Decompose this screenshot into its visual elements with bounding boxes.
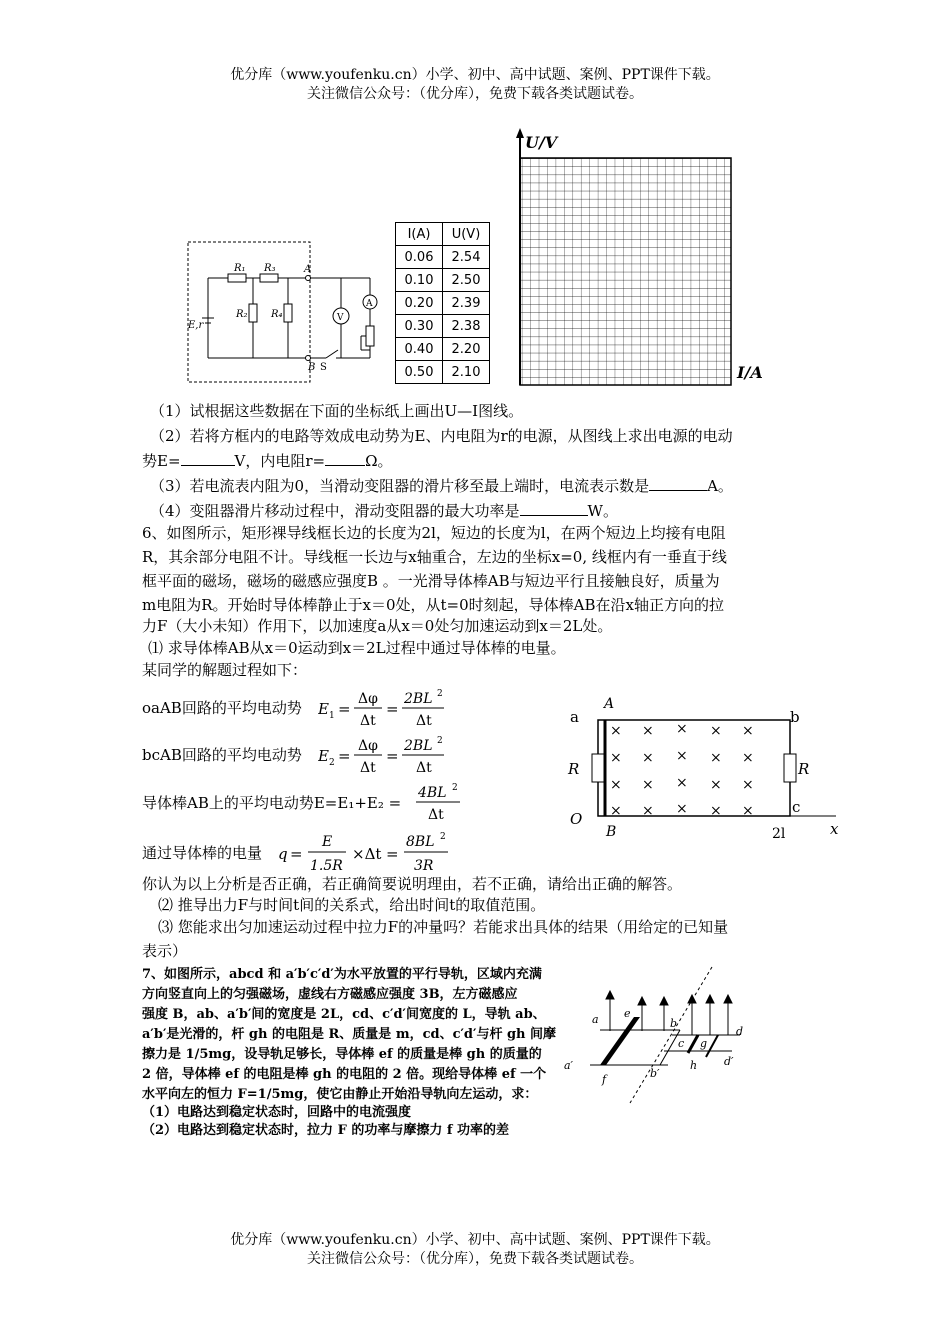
q5-part3	[150, 476, 733, 496]
q6-eq2-formula	[318, 733, 448, 777]
formula-text: 2	[437, 736, 443, 746]
fig-label-B: B	[606, 824, 617, 840]
fig-label-x: x	[830, 820, 839, 838]
q7-label-b: b	[670, 1017, 678, 1030]
label-voltmeter: V	[337, 313, 344, 323]
table-row	[396, 246, 490, 269]
table-row	[396, 292, 490, 315]
formula-text: =	[338, 700, 351, 718]
field-cross: ×	[610, 803, 622, 819]
formula-text: 2	[329, 758, 335, 768]
formula-text: 2	[452, 783, 458, 793]
q7-label-f: f	[602, 1073, 607, 1086]
magnetic-field-crosses	[610, 721, 754, 819]
label-a: A	[304, 264, 312, 275]
table-header: U(V)	[443, 223, 490, 246]
field-cross: ×	[676, 748, 688, 764]
formula-text: Δφ	[358, 691, 378, 707]
field-cross: ×	[676, 801, 688, 817]
table-row	[396, 315, 490, 338]
field-cross: ×	[610, 777, 622, 793]
q6-subq3b: 表示）	[142, 942, 188, 960]
q7-label-a-prime: a′	[564, 1059, 574, 1072]
formula-text: 2	[437, 689, 443, 699]
q7-label-d: d	[736, 1025, 744, 1038]
field-cross: ×	[642, 803, 654, 819]
label-r2: R₂	[236, 309, 248, 320]
q5-part4-text: W。	[587, 502, 618, 520]
q7-line3: 强度 B，ab、a′b′间的宽度是 2L，cd、c′d′间宽度的 L，导轨 ab、	[142, 1007, 546, 1022]
table-header: I(A)	[396, 223, 443, 246]
q7-label-a: a	[592, 1013, 599, 1026]
q5-part1: （1）试根据这些数据在下面的坐标纸上画出U—I图线。	[150, 402, 524, 420]
graph-paper	[505, 126, 775, 390]
q6-eq2-text: bcAB回路的平均电动势	[142, 746, 302, 764]
field-cross: ×	[710, 750, 722, 766]
table-cell: 0.40	[396, 338, 443, 361]
table-cell: 0.10	[396, 269, 443, 292]
field-cross: ×	[642, 750, 654, 766]
label-b: B	[308, 362, 316, 373]
q6-line3: 框平面的磁场，磁场的磁感应强度B 。一光滑导体棒AB与短边平行且接触良好，质量为	[142, 572, 720, 590]
field-cross: ×	[642, 723, 654, 739]
answer-blank-current[interactable]	[649, 490, 707, 491]
q7-line5: 擦力是 1/5mg，设导轨足够长，导体棒 ef 的质量是棒 gh 的质量的	[142, 1047, 542, 1062]
formula-text: Δt	[360, 713, 376, 729]
label-ammeter: A	[366, 299, 373, 309]
q5-part4	[150, 501, 618, 521]
answer-blank-power[interactable]	[520, 515, 588, 516]
label-r1: R₁	[234, 263, 246, 274]
formula-text: E	[322, 834, 333, 850]
formula-text: 4BL	[418, 785, 447, 801]
table-row	[396, 269, 490, 292]
table-cell: 2.54	[443, 246, 490, 269]
fig-label-A: A	[604, 696, 615, 712]
field-cross: ×	[610, 750, 622, 766]
q7-label-e: e	[624, 1007, 631, 1020]
fig-label-a: a	[570, 708, 579, 726]
field-cross: ×	[642, 777, 654, 793]
header-line-2: 关注微信公众号：（优分库），免费下载各类试题试卷。	[307, 86, 643, 102]
q6-rectangle-figure	[560, 690, 850, 840]
q5-part3-text: A。	[707, 477, 733, 495]
formula-text: 8BL	[406, 834, 435, 850]
q6-eq1-text: oaAB回路的平均电动势	[142, 699, 302, 717]
formula-text: ×Δt	[352, 845, 382, 863]
table-cell: 0.50	[396, 361, 443, 384]
q6-eq4-text: 通过导体棒的电量	[142, 844, 263, 862]
field-cross: ×	[710, 777, 722, 793]
field-cross: ×	[742, 723, 754, 739]
table-cell: 2.50	[443, 269, 490, 292]
q7-rails-figure	[560, 965, 770, 1105]
header-line-1: 优分库（www.youfenku.cn）小学、初中、高中试题、案例、PPT课件下载。	[230, 67, 720, 83]
fig-label-c: c	[792, 798, 801, 816]
field-cross: ×	[676, 775, 688, 791]
q7-line9: （2）电路达到稳定状态时，拉力 F 的功率与摩擦力 f 功率的差	[142, 1123, 509, 1138]
x-axis-label: I/A	[737, 363, 763, 382]
iu-data-table	[395, 222, 490, 384]
field-cross: ×	[676, 721, 688, 737]
footer-line-2: 关注微信公众号：（优分库），免费下载各类试题试卷。	[307, 1251, 643, 1267]
field-cross: ×	[610, 723, 622, 739]
table-cell: 0.30	[396, 315, 443, 338]
q6-line1: 6、如图所示，矩形裸导线框长边的长度为2l，短边的长度为l，在两个短边上均接有电阻	[142, 524, 726, 542]
q6-subq2: ⑵ 推导出力F与时间t间的关系式，给出时间t的取值范围。	[158, 896, 546, 914]
q6-judge: 你认为以上分析是否正确，若正确简要说明理由，若不正确，请给出正确的解答。	[142, 875, 683, 893]
field-cross: ×	[742, 777, 754, 793]
table-cell: 2.10	[443, 361, 490, 384]
formula-text: q	[278, 845, 288, 863]
label-s: S	[320, 362, 327, 373]
formula-text: 2	[440, 832, 446, 842]
table-cell: 2.20	[443, 338, 490, 361]
q7-line2: 方向竖直向上的匀强磁场，虚线右方磁感应强度 3B，左方磁感应	[142, 987, 518, 1002]
q6-subq3a: ⑶ 您能求出匀加速运动过程中拉力F的冲量吗？若能求出具体的结果（用给定的已知量	[158, 918, 729, 936]
label-er: E,r	[188, 320, 204, 331]
footer-line-1: 优分库（www.youfenku.cn）小学、初中、高中试题、案例、PPT课件下载。	[230, 1232, 720, 1248]
table-cell: 0.20	[396, 292, 443, 315]
formula-text: Δt	[428, 807, 444, 823]
q6-line4: m电阻为R。开始时导体棒静止于x＝0处，从t=0时刻起，导体棒AB在沿x轴正方向的拉	[142, 596, 724, 614]
q6-subq1: ⑴ 求导体棒AB从x＝0运动到x＝2L过程中通过导体棒的电量。	[148, 639, 566, 657]
formula-text: =	[338, 747, 351, 765]
q6-solution-intro: 某同学的解题过程如下：	[142, 661, 308, 679]
q7-line1: 7、如图所示，abcd 和 a′b′c′d′为水平放置的平行导轨，区域内充满	[142, 967, 542, 982]
q5-part2a: （2）若将方框内的电路等效成电动势为E、内电阻为r的电源，从图线上求出电源的电动	[150, 427, 733, 445]
field-cross: ×	[710, 803, 722, 819]
q7-line4: a′b′是光滑的，杆 gh 的电阻是 R、质量是 m，cd、c′d′与杆 gh 间摩	[142, 1027, 557, 1042]
q7-label-d-prime: d′	[724, 1055, 734, 1068]
y-axis-label: U/V	[525, 133, 558, 152]
field-cross: ×	[710, 723, 722, 739]
formula-text: 2BL	[404, 691, 433, 707]
q7-line6: 2 倍，导体棒 ef 的电阻是棒 gh 的电阻的 2 倍。现给导体棒 ef 一个	[142, 1067, 547, 1082]
q5-part3-text: （3）若电流表内阻为0，当滑动变阻器的滑片移至最上端时，电流表示数是	[150, 477, 650, 495]
q6-line2: R，其余部分电阻不计。导线框一长边与x轴重合，左边的坐标x=0, 线框内有一垂直于线	[142, 548, 727, 566]
q7-label-c: c	[678, 1037, 685, 1050]
formula-text: 2BL	[404, 738, 433, 754]
answer-blank-emf[interactable]	[181, 465, 235, 466]
formula-text: Δφ	[358, 738, 378, 754]
formula-text: =	[386, 845, 399, 863]
q6-line5: 力F（大小未知）作用下，以加速度a从x＝0处匀加速运动到x＝2L处。	[142, 617, 613, 635]
q6-eq3-text: 导体棒AB上的平均电动势E=E₁+E₂ =	[142, 794, 402, 812]
formula-text: 1.5R	[310, 858, 343, 874]
q7-line8: （1）电路达到稳定状态时，回路中的电流强度	[142, 1105, 412, 1120]
q6-eq1-formula	[318, 686, 448, 730]
circuit-diagram	[186, 240, 386, 386]
formula-text: Δt	[416, 760, 432, 776]
formula-text: E	[318, 747, 329, 765]
field-cross: ×	[742, 750, 754, 766]
formula-text: 3R	[414, 858, 434, 874]
field-cross: ×	[742, 803, 754, 819]
table-cell: 2.38	[443, 315, 490, 338]
table-cell: 0.06	[396, 246, 443, 269]
q5-part4-text: （4）变阻器滑片移动过程中，滑动变阻器的最大功率是	[150, 502, 520, 520]
table-header-row	[396, 223, 490, 246]
q7-label-b-prime: b′	[650, 1067, 660, 1080]
formula-text: Δt	[360, 760, 376, 776]
answer-blank-r[interactable]	[325, 465, 365, 466]
fig-label-R-left: R	[568, 760, 580, 778]
table-cell: 2.39	[443, 292, 490, 315]
formula-text: =	[386, 747, 399, 765]
table-row	[396, 361, 490, 384]
formula-text: =	[386, 700, 399, 718]
fig-label-2l: 2l	[772, 826, 786, 840]
fig-label-O: O	[570, 810, 583, 828]
fig-label-b: b	[790, 708, 800, 726]
q6-eq3-formula	[414, 780, 464, 824]
q7-label-g: g	[700, 1037, 708, 1050]
table-row	[396, 338, 490, 361]
q5-part2b	[142, 451, 393, 471]
q6-eq4-formula	[276, 828, 456, 876]
formula-text: Δt	[416, 713, 432, 729]
formula-text: E	[318, 700, 329, 718]
q7-line7: 水平向左的恒力 F=1/5mg，使它由静止开始沿导轨向左运动，求：	[142, 1087, 538, 1102]
formula-text: 1	[329, 711, 335, 721]
q5-part2b-text: V，内电阻r=	[234, 452, 326, 470]
label-r3: R₃	[264, 263, 276, 274]
q5-part2b-text: 势E=	[142, 452, 181, 470]
q5-part2b-text: Ω。	[365, 452, 393, 470]
label-r4: R₄	[271, 309, 283, 320]
q7-label-h: h	[690, 1059, 698, 1072]
fig-label-R-right: R	[798, 760, 810, 778]
formula-text: =	[290, 845, 303, 863]
